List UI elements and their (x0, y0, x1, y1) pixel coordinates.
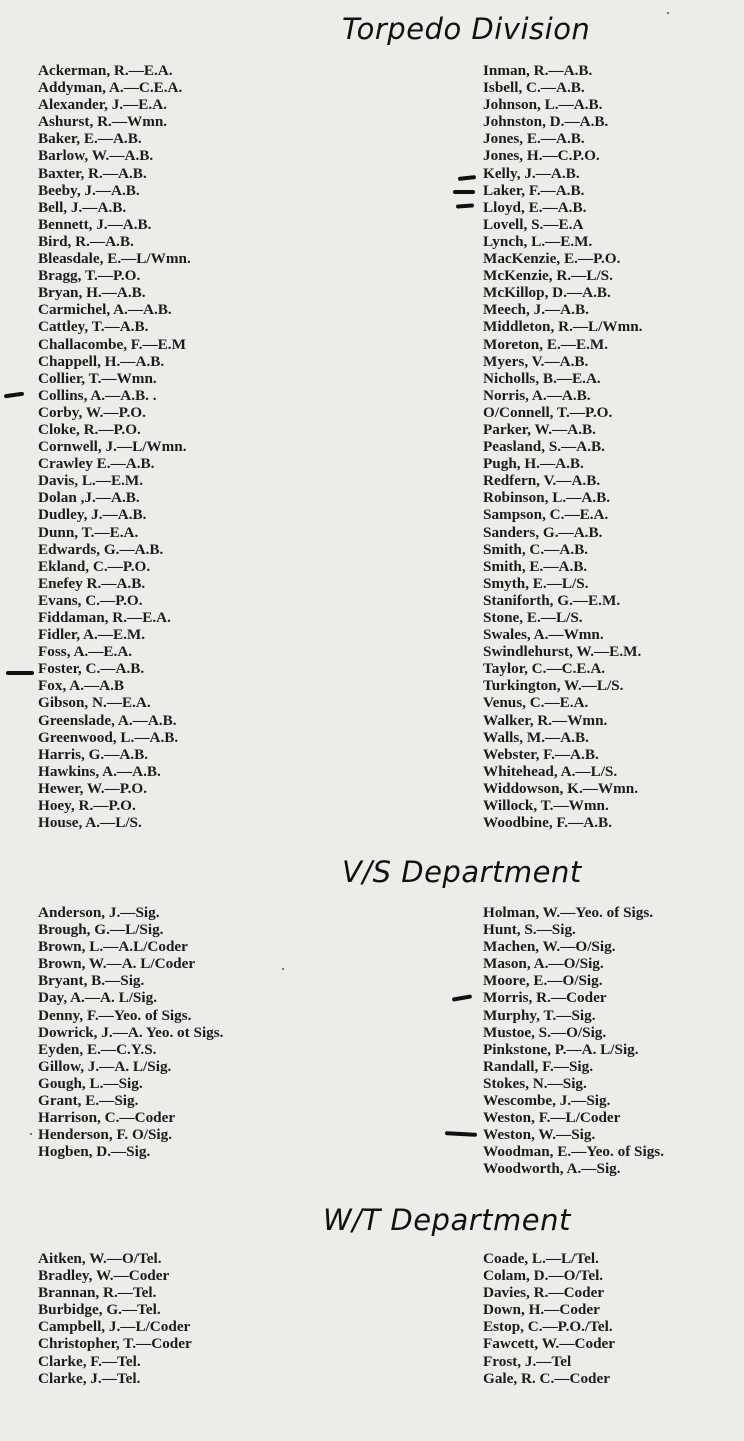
roster-entry: Davies, R.—Coder (483, 1284, 605, 1302)
roster-entry: Machen, W.—O/Sig. (483, 938, 616, 956)
vs-left-column (38, 904, 223, 1160)
roster-entry: Bleasdale, E.—L/Wmn. (38, 250, 191, 268)
roster-entry: Jones, H.—C.P.O. (483, 147, 600, 165)
roster-entry: Bell, J.—A.B. (38, 198, 127, 216)
roster-entry: Bryant, B.—Sig. (38, 972, 145, 990)
roster-entry: Cornwell, J.—L/Wmn. (38, 438, 187, 456)
roster-entry: Day, A.—A. L/Sig. (38, 989, 157, 1007)
roster-entry: Ekland, C.—P.O. (38, 557, 151, 575)
roster-entry: Hawkins, A.—A.B. (38, 762, 161, 780)
paper-speck (282, 968, 284, 970)
roster-entry: House, A.—L/S. (38, 814, 142, 832)
roster-entry: Woodworth, A.—Sig. (483, 1160, 621, 1178)
torpedo-division-heading: Torpedo Division (342, 12, 591, 46)
roster-entry: Pinkstone, P.—A. L/Sig. (483, 1040, 639, 1058)
roster-entry: Evans, C.—P.O. (38, 591, 143, 609)
roster-entry: Bragg, T.—P.O. (38, 267, 141, 285)
roster-entry: Brough, G.—L/Sig. (38, 921, 164, 939)
roster-entry: Baxter, R.—A.B. (38, 164, 147, 182)
roster-entry: Moreton, E.—E.M. (483, 335, 609, 353)
roster-entry: O/Connell, T.—P.O. (483, 403, 613, 421)
pen-tick-mark (458, 175, 476, 181)
roster-entry: Inman, R.—A.B. (483, 62, 593, 79)
pen-tick-mark (6, 671, 34, 675)
roster-entry: Taylor, C.—C.E.A. (483, 660, 606, 678)
roster-entry: Randall, F.—Sig. (483, 1057, 594, 1075)
roster-entry: Morris, R.—Coder (483, 989, 607, 1007)
vs-right-column (483, 904, 664, 1178)
roster-entry: Coade, L.—L/Tel. (483, 1250, 599, 1267)
roster-entry: Robinson, L.—A.B. (483, 489, 611, 507)
torpedo-left-column (38, 62, 191, 831)
roster-entry: Burbidge, G.—Tel. (38, 1301, 161, 1319)
roster-entry: Staniforth, G.—E.M. (483, 591, 621, 609)
roster-entry: Cloke, R.—P.O. (38, 420, 141, 438)
roster-entry: Hogben, D.—Sig. (38, 1143, 151, 1161)
roster-entry: Barlow, W.—A.B. (38, 147, 154, 165)
roster-entry: Greenwood, L.—A.B. (38, 728, 179, 746)
roster-entry: Christopher, T.—Coder (38, 1335, 192, 1353)
roster-entry: Denny, F.—Yeo. of Sigs. (38, 1006, 192, 1024)
roster-entry: McKenzie, R.—L/S. (483, 267, 613, 285)
roster-entry: Willock, T.—Wmn. (483, 797, 609, 815)
roster-entry: Enefey R.—A.B. (38, 574, 146, 592)
roster-entry: Johnston, D.—A.B. (483, 113, 609, 131)
roster-entry: Woodbine, F.—A.B. (483, 814, 612, 832)
roster-entry: Mustoe, S.—O/Sig. (483, 1023, 607, 1041)
roster-entry: Estop, C.—P.O./Tel. (483, 1318, 613, 1336)
vs-department-heading: V/S Department (342, 855, 582, 889)
roster-entry: Holman, W.—Yeo. of Sigs. (483, 904, 654, 921)
roster-entry: Dolan ,J.—A.B. (38, 489, 140, 507)
roster-entry: Parker, W.—A.B. (483, 420, 596, 438)
roster-entry: Moore, E.—O/Sig. (483, 972, 603, 990)
roster-entry: Bryan, H.—A.B. (38, 284, 146, 302)
roster-entry: Whitehead, A.—L/S. (483, 762, 618, 780)
roster-entry: Dudley, J.—A.B. (38, 506, 147, 524)
roster-entry: Colam, D.—O/Tel. (483, 1267, 604, 1285)
roster-entry: Mason, A.—O/Sig. (483, 955, 604, 973)
roster-entry: Fawcett, W.—Coder (483, 1335, 616, 1353)
roster-entry: Ashurst, R.—Wmn. (38, 113, 168, 131)
roster-entry: Challacombe, F.—E.M (38, 335, 186, 353)
roster-entry: Davis, L.—E.M. (38, 472, 144, 490)
roster-entry: Carmichel, A.—A.B. (38, 301, 172, 319)
roster-entry: Smith, E.—A.B. (483, 557, 588, 575)
roster-entry: Swindlehurst, W.—E.M. (483, 643, 642, 661)
roster-entry: Fox, A.—A.B (38, 677, 125, 695)
roster-entry: Beeby, J.—A.B. (38, 181, 140, 199)
roster-entry: Clarke, J.—Tel. (38, 1369, 141, 1387)
pen-tick-mark (445, 1131, 477, 1137)
roster-entry: Stokes, N.—Sig. (483, 1074, 587, 1092)
roster-entry: Walker, R.—Wmn. (483, 711, 608, 729)
roster-entry: Edwards, G.—A.B. (38, 540, 164, 558)
roster-entry: Walls, M.—A.B. (483, 728, 589, 746)
roster-entry: Harris, G.—A.B. (38, 745, 149, 763)
roster-entry: Alexander, J.—E.A. (38, 96, 167, 114)
roster-entry: Cattley, T.—A.B. (38, 318, 149, 336)
roster-entry: Sanders, G.—A.B. (483, 523, 603, 541)
roster-entry: Meech, J.—A.B. (483, 301, 589, 319)
roster-entry: Baker, E.—A.B. (38, 130, 142, 148)
roster-entry: Wescombe, J.—Sig. (483, 1092, 611, 1110)
roster-entry: Hewer, W.—P.O. (38, 779, 147, 797)
roster-entry: Hoey, R.—P.O. (38, 797, 136, 815)
roster-entry: Brannan, R.—Tel. (38, 1284, 157, 1302)
roster-entry: McKillop, D.—A.B. (483, 284, 611, 302)
roster-entry: Webster, F.—A.B. (483, 745, 599, 763)
roster-entry: Middleton, R.—L/Wmn. (483, 318, 643, 336)
roster-entry: Widdowson, K.—Wmn. (483, 779, 639, 797)
roster-entry: Woodman, E.—Yeo. of Sigs. (483, 1143, 665, 1161)
roster-entry: Venus, C.—E.A. (483, 694, 589, 712)
roster-entry: Aitken, W.—O/Tel. (38, 1250, 162, 1267)
roster-entry: Henderson, F. O/Sig. (38, 1126, 173, 1144)
roster-entry: Stone, E.—L/S. (483, 609, 583, 626)
roster-entry: Foster, C.—A.B. (38, 660, 145, 678)
roster-entry: Crawley E.—A.B. (38, 455, 155, 473)
roster-entry: Down, H.—Coder (483, 1301, 600, 1319)
roster-entry: Campbell, J.—L/Coder (38, 1318, 191, 1336)
roster-entry: Dowrick, J.—A. Yeo. ot Sigs. (38, 1023, 224, 1041)
roster-entry: Frost, J.—Tel (483, 1352, 572, 1370)
paper-speck (30, 1133, 32, 1135)
roster-entry: Brown, L.—A.L/Coder (38, 938, 188, 956)
wt-right-column (483, 1250, 615, 1387)
roster-entry: Pugh, H.—A.B. (483, 455, 584, 473)
roster-entry: Gibson, N.—E.A. (38, 694, 151, 712)
torpedo-right-column (483, 62, 642, 831)
roster-entry: Collier, T.—Wmn. (38, 369, 157, 387)
roster-entry: Nicholls, B.—E.A. (483, 369, 601, 387)
roster-entry: Jones, E.—A.B. (483, 130, 585, 148)
paper-speck (667, 12, 669, 14)
wt-department-heading: W/T Department (323, 1203, 571, 1237)
roster-entry: Turkington, W.—L/S. (483, 677, 624, 695)
roster-entry: Isbell, C.—A.B. (483, 79, 585, 97)
roster-entry: Fidler, A.—E.M. (38, 626, 146, 644)
roster-entry: MacKenzie, E.—P.O. (483, 250, 621, 268)
roster-entry: Fiddaman, R.—E.A. (38, 609, 171, 626)
roster-entry: Sampson, C.—E.A. (483, 506, 609, 524)
roster-entry: Eyden, E.—C.Y.S. (38, 1040, 157, 1058)
pen-tick-mark (4, 392, 24, 399)
roster-entry: Corby, W.—P.O. (38, 403, 146, 421)
roster-entry: Bennett, J.—A.B. (38, 215, 152, 233)
roster-entry: Greenslade, A.—A.B. (38, 711, 177, 729)
roster-entry: Brown, W.—A. L/Coder (38, 955, 196, 973)
roster-entry: Redfern, V.—A.B. (483, 472, 601, 490)
roster-entry: Gale, R. C.—Coder (483, 1369, 610, 1387)
roster-entry: Peasland, S.—A.B. (483, 438, 605, 456)
roster-entry: Harrison, C.—Coder (38, 1109, 176, 1127)
roster-entry: Anderson, J.—Sig. (38, 904, 160, 921)
roster-entry: Bradley, W.—Coder (38, 1267, 170, 1285)
roster-entry: Murphy, T.—Sig. (483, 1006, 596, 1024)
roster-entry: Collins, A.—A.B. . (38, 386, 157, 404)
roster-entry: Foss, A.—E.A. (38, 643, 133, 661)
pen-tick-mark (453, 190, 475, 194)
roster-entry: Kelly, J.—A.B. (483, 164, 580, 182)
roster-entry: Lovell, S.—E.A (483, 215, 584, 233)
roster-entry: Gough, L.—Sig. (38, 1074, 143, 1092)
roster-entry: Clarke, F.—Tel. (38, 1352, 141, 1370)
roster-entry: Lloyd, E.—A.B. (483, 198, 587, 216)
roster-entry: Chappell, H.—A.B. (38, 352, 165, 370)
roster-entry: Weston, F.—L/Coder (483, 1109, 621, 1127)
roster-entry: Ackerman, R.—E.A. (38, 62, 173, 79)
roster-entry: Laker, F.—A.B. (483, 181, 585, 199)
roster-entry: Hunt, S.—Sig. (483, 921, 576, 939)
wt-left-column (38, 1250, 192, 1387)
roster-entry: Bird, R.—A.B. (38, 232, 134, 250)
roster-entry: Smyth, E.—L/S. (483, 574, 589, 592)
pen-tick-mark (452, 994, 472, 1001)
roster-entry: Myers, V.—A.B. (483, 352, 589, 370)
roster-entry: Weston, W.—Sig. (483, 1126, 596, 1144)
roster-entry: Dunn, T.—E.A. (38, 523, 139, 541)
roster-entry: Swales, A.—Wmn. (483, 626, 604, 644)
roster-entry: Lynch, L.—E.M. (483, 232, 593, 250)
roster-entry: Johnson, L.—A.B. (483, 96, 603, 114)
roster-entry: Smith, C.—A.B. (483, 540, 589, 558)
roster-entry: Grant, E.—Sig. (38, 1092, 139, 1110)
roster-entry: Gillow, J.—A. L/Sig. (38, 1057, 172, 1075)
pen-tick-mark (456, 203, 474, 208)
roster-entry: Addyman, A.—C.E.A. (38, 79, 183, 97)
roster-entry: Norris, A.—A.B. (483, 386, 591, 404)
